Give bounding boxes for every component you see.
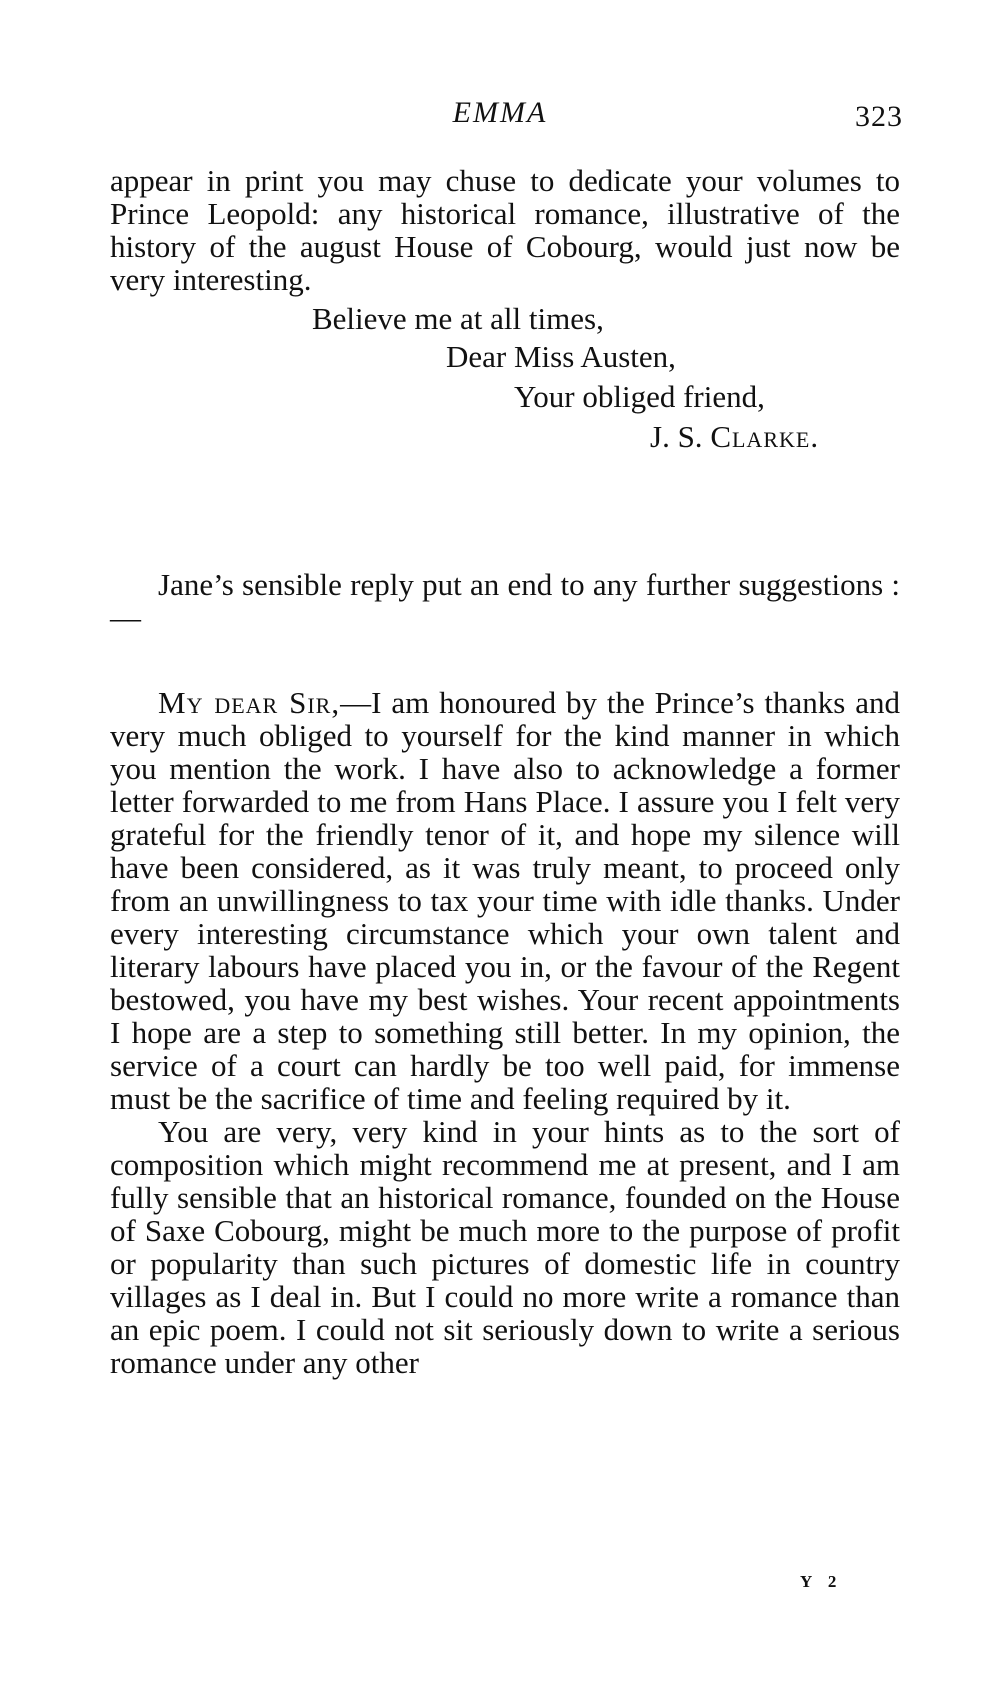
letter-signature — [650, 420, 819, 453]
letter-end-paragraph: appear in print you may chuse to dedicate your volumes to Prince Leopold: any historical romance, illustrative of the history of the august House of Cobourg, would just now be very interesting. — [110, 163, 900, 297]
reply-paragraph-1-text: —I am honoured by the Prince’s thanks and very much obliged to yourself for the kind manner in which you mention the work. I have also to acknowledge a former letter forwarded to me from Hans Place. I assure you I felt very grateful for the friendly tenor of it, and hope my silence will have been considered, as it was truly meant, to proceed only from an unwillingness to tax your time with idle thanks. Under every interesting circumstance which your own talent and literary labours have placed you in, or the favour of the Regent bestowed, you have my best wishes. Your recent appointments I hope are a step to something still better. In my opinion, the service of a court can hardly be too well paid, for immense must be the sacrifice of time and feeling required by it. — [110, 685, 901, 1116]
letter-end-paragraph-block — [110, 164, 900, 296]
running-head — [0, 96, 1000, 136]
reply-paragraph-1 — [110, 686, 900, 1115]
reply-salutation: My dear Sir, — [158, 685, 341, 720]
letter-closing-line-2: Dear Miss Austen, — [446, 339, 676, 374]
letter-signature-initials: J. S. — [650, 419, 711, 454]
reply-letter-block — [110, 686, 900, 1379]
narrative-block — [110, 568, 900, 634]
narrative-paragraph: Jane’s sensible reply put an end to any further suggestions :— — [110, 567, 900, 635]
printer-signature-mark: Y 2 — [800, 1572, 843, 1591]
letter-signature-name: Clarke. — [710, 419, 820, 454]
page-number: 323 — [855, 100, 903, 133]
reply-paragraph-2: You are very, very kind in your hints as to the sort of composition which might recommend me at present, and I am fully sensible that an historical romance, founded on the House of Saxe Cobourg, might be much more to the purpose of profit or popularity than such pictures of domestic life in country villages as I deal in. But I could no more write a romance than an epic poem. I could not sit seriously down to write a serious romance under any other — [110, 1114, 900, 1380]
letter-closing-line-3: Your obliged friend, — [514, 379, 765, 414]
letter-closing-line-1: Believe me at all times, — [312, 301, 604, 336]
running-title: EMMA — [452, 96, 548, 129]
